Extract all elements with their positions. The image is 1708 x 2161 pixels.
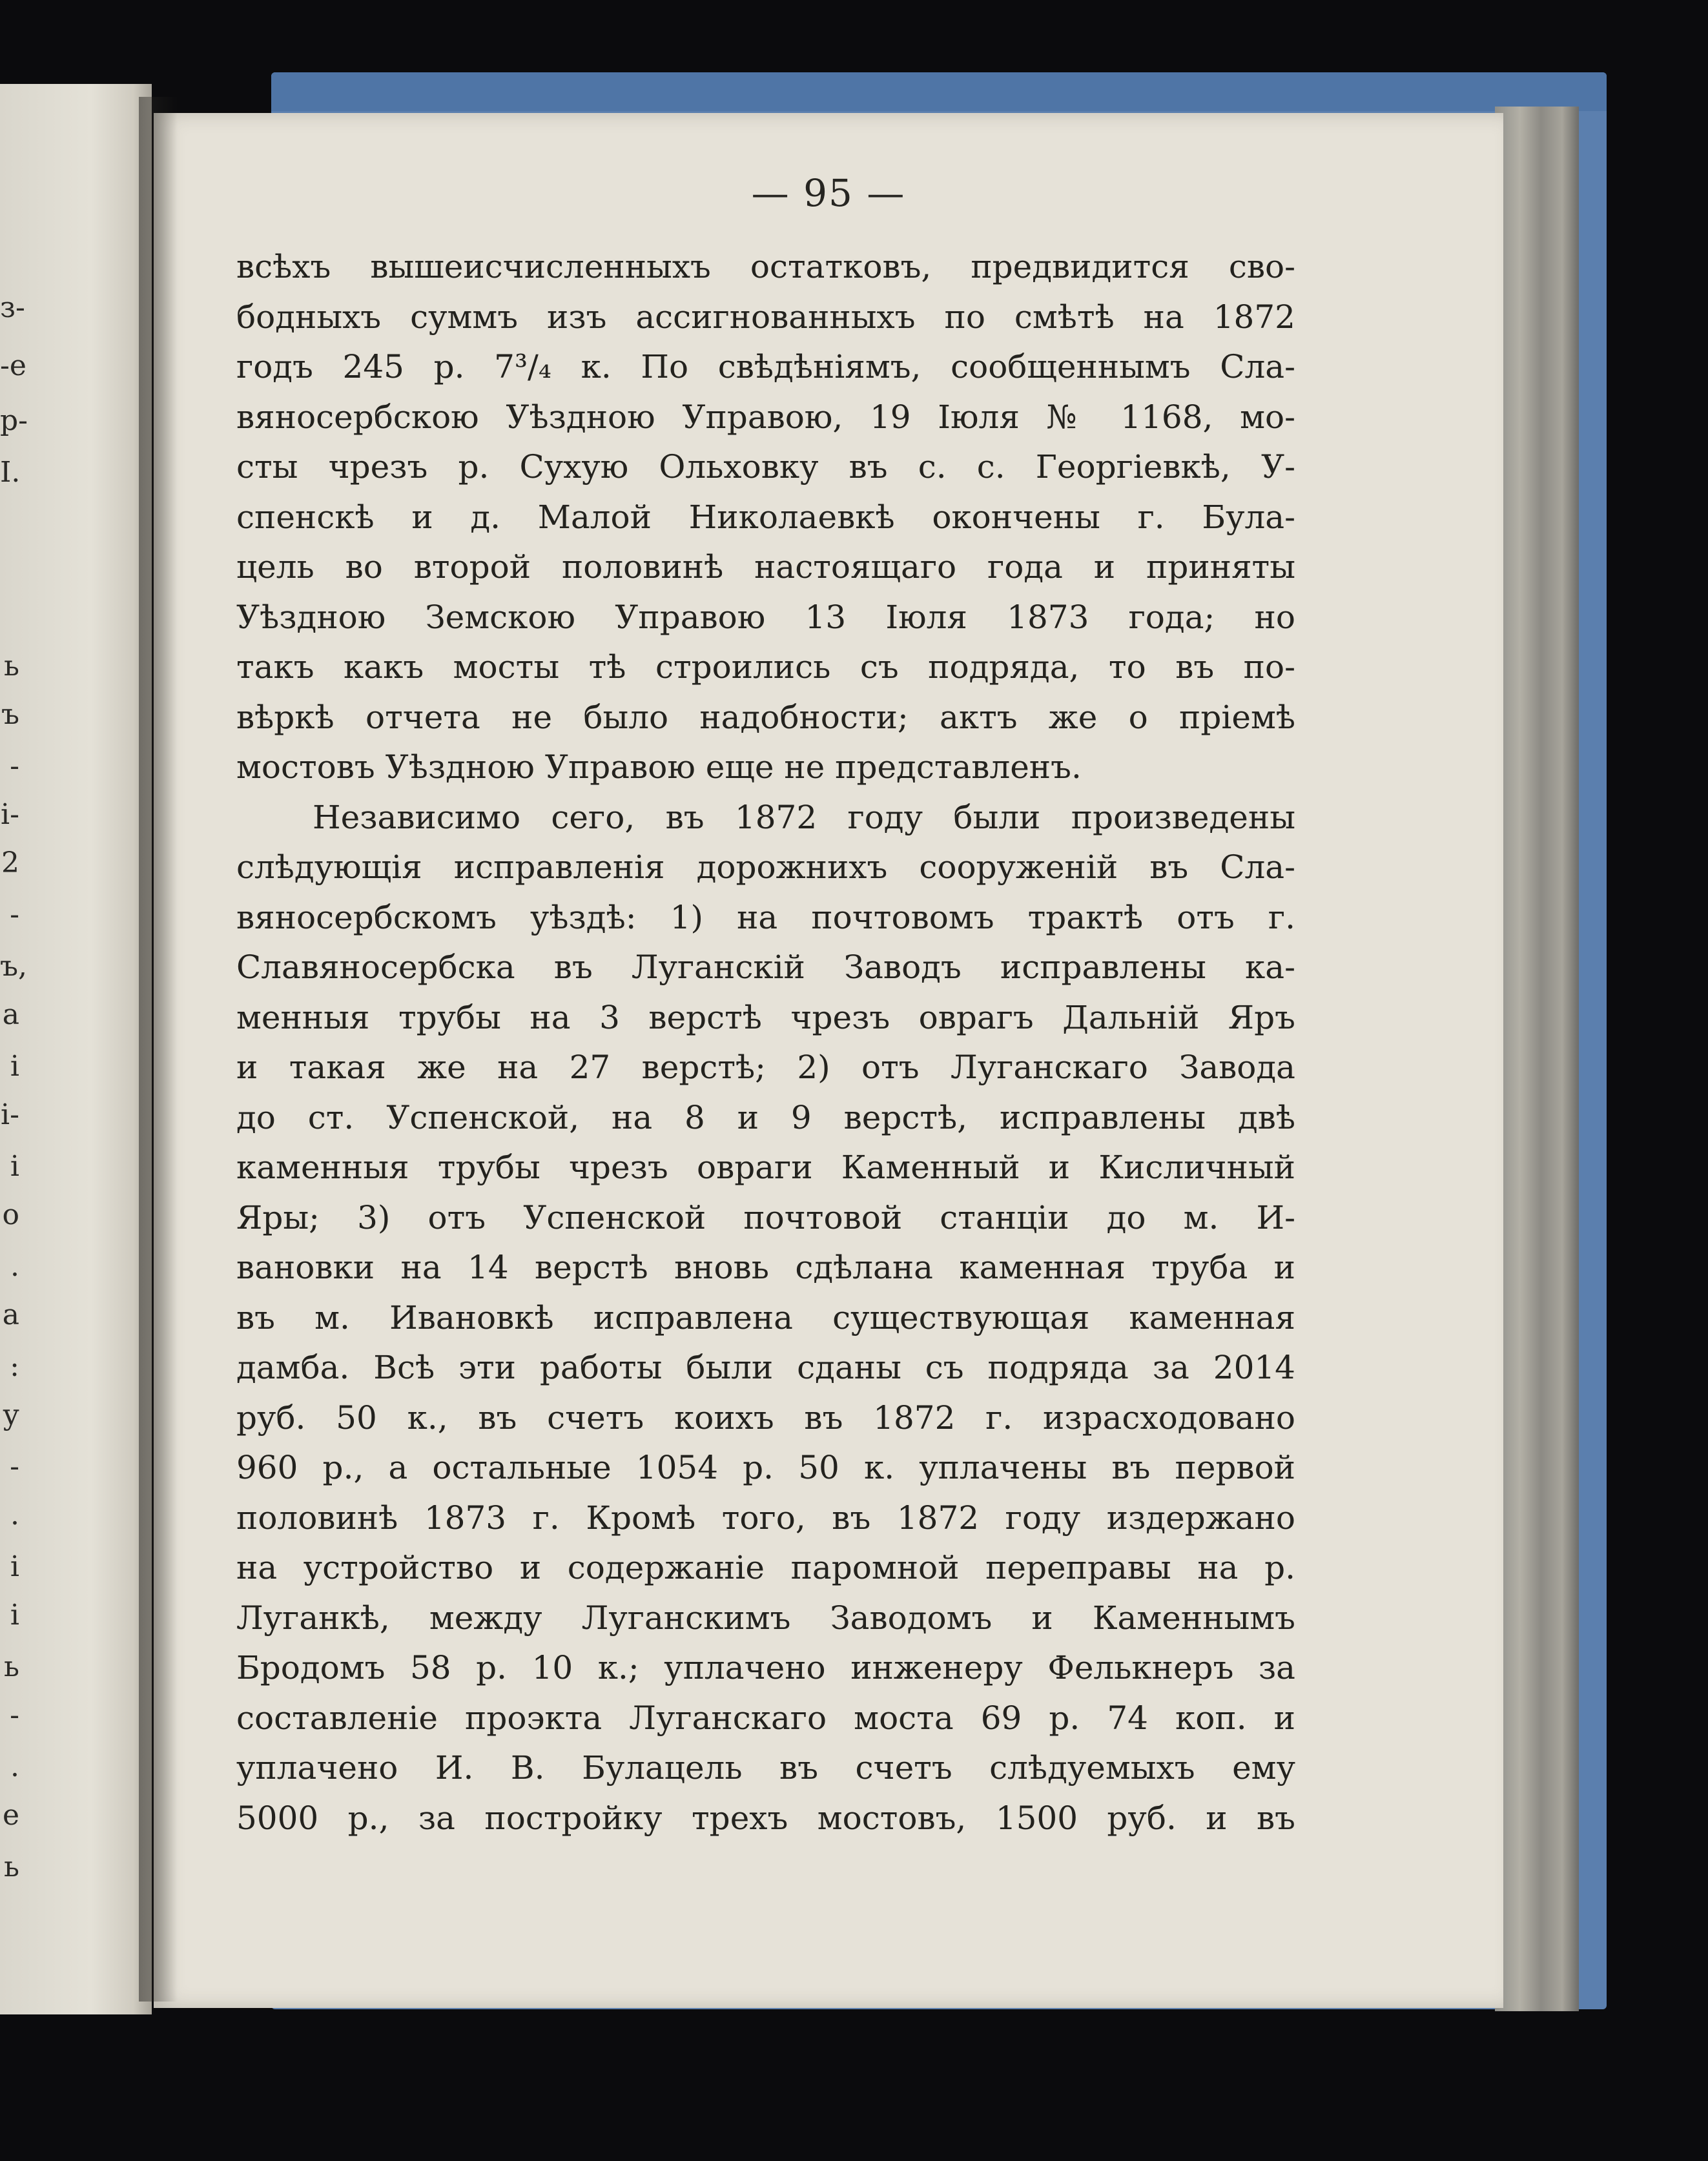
book-cover-edge	[271, 72, 1607, 111]
left-page-fragment: і	[10, 1599, 19, 1632]
text-line: Славяносербска въ Луганскій Заводъ исправлены ка-	[236, 948, 1295, 986]
left-page-fragment: і-	[1, 798, 19, 831]
text-line: Яры; 3) отъ Успенской почтовой станціи до м. И-	[236, 1198, 1295, 1236]
text-line: сты чрезъ р. Сухую Ольховку въ с. с. Георгіевкѣ, У-	[236, 448, 1295, 486]
left-page-fragment: -	[10, 1450, 19, 1483]
text-line: каменныя трубы чрезъ овраги Каменный и Кисличный	[236, 1149, 1295, 1186]
left-page-fragment: е	[2, 1799, 19, 1832]
left-page-fragment: ь	[4, 650, 19, 682]
left-page-fragment: .	[10, 1250, 19, 1283]
text-line: 5000 р., за постройку трехъ мостовъ, 1500 руб. и въ	[236, 1799, 1295, 1837]
left-page-fragment: з-	[0, 291, 25, 324]
text-line: такъ какъ мосты тѣ строились съ подряда, то въ по-	[236, 648, 1295, 686]
left-page-fragment: -	[10, 898, 19, 931]
left-page-fragment: ъ,	[0, 950, 27, 983]
text-line: бодныхъ суммъ изъ ассигнованныхъ по смѣтѣ на 1872	[236, 298, 1295, 336]
text-line: цель во второй половинѣ настоящаго года и приняты	[236, 548, 1295, 586]
left-page-fragment: і-	[1, 1098, 19, 1131]
text-line: Уѣздною Земскою Управою 13 Іюля 1873 года; но	[236, 598, 1295, 636]
left-page-fragment: .	[10, 1750, 19, 1783]
text-line: вяносербскомъ уѣздѣ: 1) на почтовомъ трактѣ отъ г.	[236, 898, 1295, 936]
left-page-fragment: 2	[1, 846, 19, 879]
text-line: до ст. Успенской, на 8 и 9 верстѣ, исправлены двѣ	[236, 1098, 1295, 1136]
text-line: мостовъ Уѣздною Управою еще не представленъ.	[236, 748, 1082, 786]
left-page-fragment: о	[2, 1198, 19, 1231]
text-line: вановки на 14 верстѣ вновь сдѣлана каменная труба и	[236, 1249, 1295, 1286]
text-line: на устройство и содержаніе паромной переправы на р.	[236, 1549, 1295, 1586]
text-line: вяносербскою Уѣздною Управою, 19 Іюля № 1168, мо-	[236, 398, 1295, 436]
book-gutter	[139, 97, 178, 2002]
left-page-fragment: р-	[0, 404, 28, 437]
left-page-fragment: ь	[4, 1850, 19, 1883]
body-text	[236, 242, 1295, 1843]
text-line: 960 р., а остальные 1054 р. 50 к. уплачены въ первой	[236, 1449, 1295, 1486]
text-line: уплачено И. В. Булацель въ счетъ слѣдуемыхъ ему	[236, 1749, 1295, 1787]
text-line: вѣркѣ отчета не было надобности; актъ же о пріемѣ	[236, 698, 1295, 736]
left-page-fragment: і	[10, 1550, 19, 1583]
left-page-fragment: ь	[4, 1650, 19, 1683]
text-line: всѣхъ вышеисчисленныхъ остатковъ, предвидится сво-	[236, 248, 1295, 285]
text-line: менныя трубы на 3 верстѣ чрезъ оврагъ Дальній Яръ	[236, 998, 1295, 1036]
left-page-fragment: І.	[0, 456, 21, 489]
text-line: спенскѣ и д. Малой Николаевкѣ окончены г. Була-	[236, 498, 1295, 536]
text-line: и такая же на 27 верстѣ; 2) отъ Луганскаго Завода	[236, 1049, 1295, 1086]
left-page-fragment: -	[10, 750, 19, 783]
left-page-fragment: -	[10, 1699, 19, 1732]
left-page-fragment: ъ	[1, 698, 19, 731]
left-page-fragment: -е	[0, 349, 26, 382]
left-page-fragment: .	[10, 1499, 19, 1531]
text-line: въ м. Ивановкѣ исправлена существующая каменная	[236, 1298, 1295, 1337]
page-number: — 95 —	[751, 171, 906, 215]
left-page-fragment: і	[10, 1050, 19, 1083]
left-page-fragment: у	[3, 1398, 19, 1431]
text-line: составленіе проэкта Луганскаго моста 69 р. 74 коп. и	[236, 1699, 1295, 1737]
text-line: Луганкѣ, между Луганскимъ Заводомъ и Каменнымъ	[236, 1599, 1295, 1637]
left-page-fragment: :	[10, 1350, 19, 1383]
text-line: Бродомъ 58 р. 10 к.; уплачено инженеру Фелькнеръ за	[236, 1649, 1295, 1686]
left-page-fragment: а	[2, 1298, 19, 1331]
text-line: слѣдующія исправленія дорожнихъ сооруженій въ Сла-	[236, 848, 1295, 886]
left-page-fragment: і	[10, 1150, 19, 1183]
left-page-fragment: а	[2, 998, 19, 1031]
text-line: руб. 50 к., въ счетъ коихъ въ 1872 г. израсходовано	[236, 1398, 1295, 1437]
left-page	[0, 84, 152, 2014]
text-line: Независимо сего, въ 1872 году были произведены	[313, 798, 1295, 836]
right-page	[154, 113, 1503, 2008]
text-line: дамба. Всѣ эти работы были сданы съ подряда за 2014	[236, 1349, 1295, 1386]
page-edges	[1495, 107, 1579, 2011]
text-line: половинѣ 1873 г. Кромѣ того, въ 1872 году издержано	[236, 1499, 1295, 1537]
text-line: годъ 245 р. 7³/₄ к. По свѣдѣніямъ, сообщеннымъ Сла-	[236, 348, 1295, 385]
